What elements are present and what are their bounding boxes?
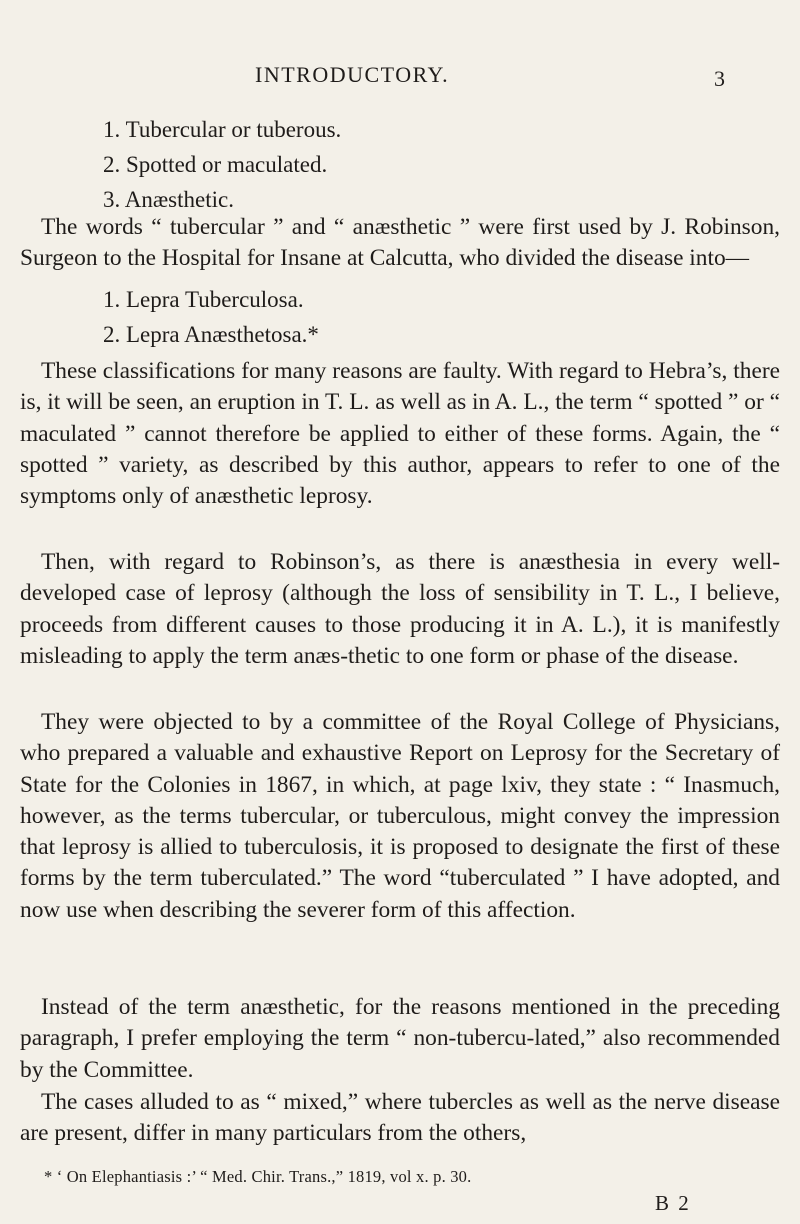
running-title: INTRODUCTORY. [255, 62, 450, 87]
running-header [0, 62, 800, 92]
list-item: 3. Anæsthetic. [103, 187, 234, 212]
list-item: 1. Tubercular or tuberous. [103, 117, 342, 142]
page-number: 3 [714, 66, 727, 91]
paragraph-non-tuberculated: Instead of the term anæsthetic, for the reasons mentioned in the preceding paragraph, I prefer employing the term “ non-tubercu-lated,” also recommended by the Committee. [20, 994, 780, 1083]
classification-list-hebra [0, 112, 800, 217]
paragraph-robinson-anaesthesia: Then, with regard to Robinson’s, as there is anæsthesia in every well-developed case of leprosy (although the loss of sensibility in T. L., I believe, proceeds from different causes to those producing it in A. L.), it is manifestly misleading to apply the term anæs-thetic to one form or phase of the disease. [20, 549, 780, 669]
signature-mark: B 2 [655, 1191, 691, 1215]
footnote: * ‘ On Elephantiasis :’ “ Med. Chir. Trans.,” 1819, vol x. p. 30. [44, 1167, 472, 1186]
paragraph-classifications-faulty: These classifications for many reasons are faulty. With regard to Hebra’s, there is, it will be seen, an eruption in T. L. as well as in A. L., the term “ spotted ” or “ maculated ” cannot therefore be applied to either of these forms. Again, the “ spotted ” variety, as described by this author, appears to refer to one of the symptoms only of anæsthetic leprosy. [20, 358, 780, 510]
paragraph-royal-college: They were objected to by a committee of the Royal College of Physicians, who prepared a valuable and exhaustive Report on Leprosy for the Secretary of State for the Colonies in 1867, in which, at page lxiv, they state : “ Inasmuch, however, as the terms tubercular, or tuberculous, might convey the impression that leprosy is allied to tuberculosis, it is proposed to designate the first of these forms by the term tuberculated.” The word “tuberculated ” I have adopted, and now use when describing the severer form of this affection. [20, 709, 780, 923]
list-item: 1. Lepra Tuberculosa. [103, 287, 304, 312]
paragraph-mixed-cases: The cases alluded to as “ mixed,” where tubercles as well as the nerve disease are present, differ in many particulars from the others, [20, 1089, 780, 1147]
list-item: 2. Lepra Anæsthetosa.* [103, 322, 319, 347]
list-item: 2. Spotted or maculated. [103, 152, 328, 177]
classification-list-robinson [0, 282, 800, 352]
paragraph-robinson-terms: The words “ tubercular ” and “ anæsthetic ” were first used by J. Robinson, Surgeon to the Hospital for Insane at Calcutta, who divided the disease into— [20, 214, 780, 272]
